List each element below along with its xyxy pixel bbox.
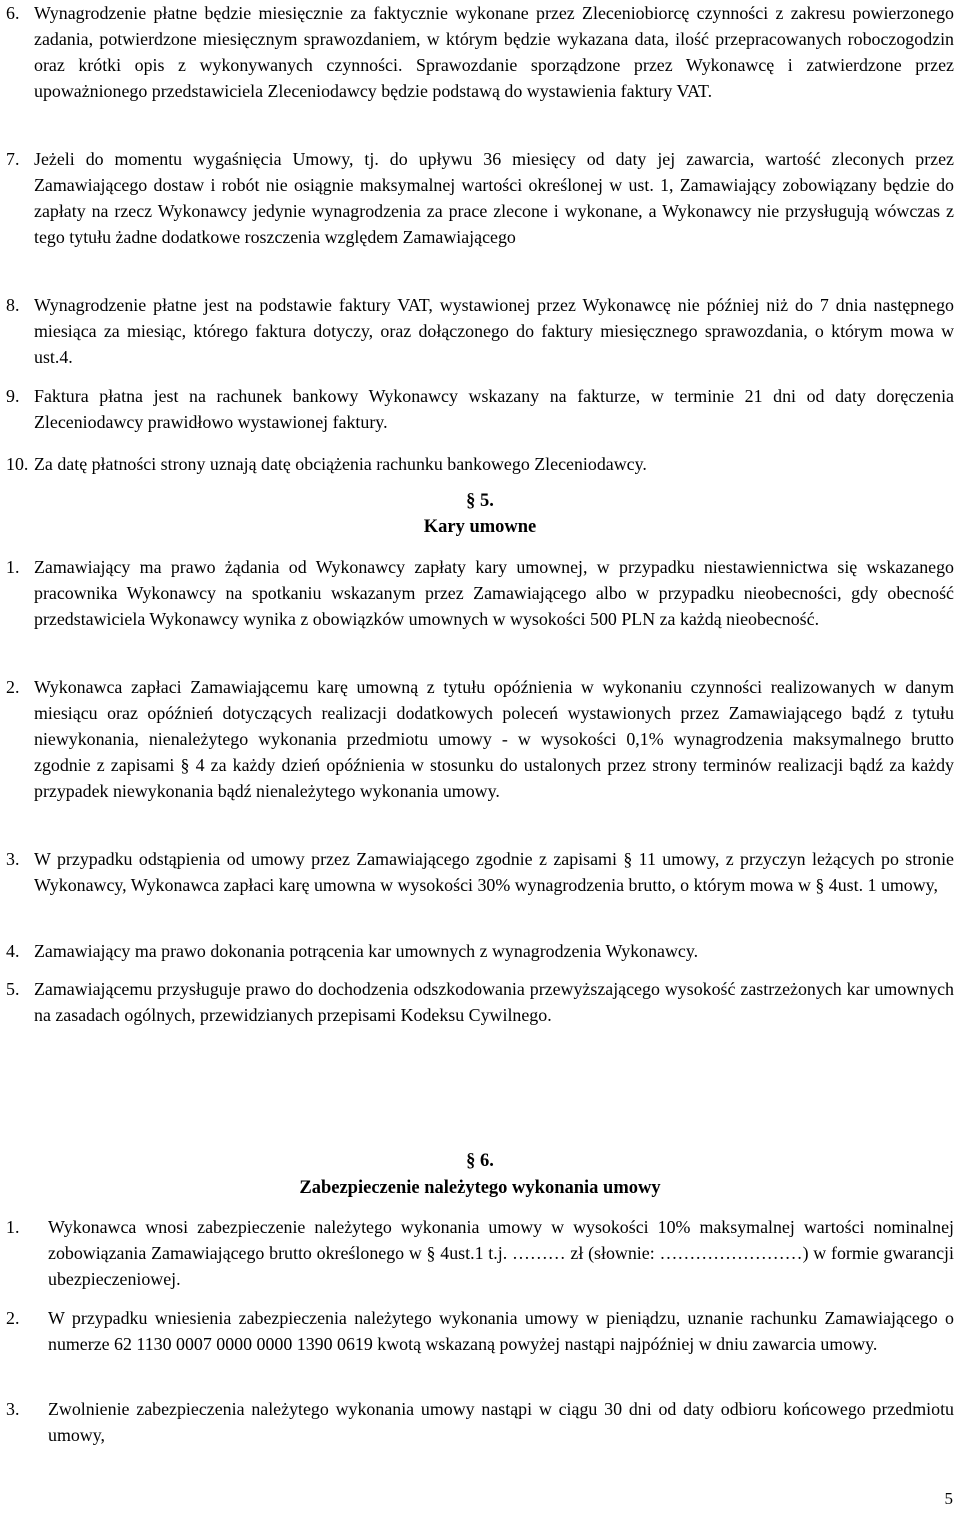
item-number: 3. <box>6 1399 20 1419</box>
item-number: 8. <box>6 295 20 315</box>
section-title: Zabezpieczenie należytego wykonania umowy <box>299 1178 661 1198</box>
item-number: 1. <box>6 1217 20 1237</box>
list-item <box>6 938 954 964</box>
list-item <box>6 146 954 250</box>
item-number: 10. <box>6 454 29 474</box>
item-text: Za datę płatności strony uznają datę obciążenia rachunku bankowego Zleceniodawcy. <box>34 454 647 474</box>
item-number: 2. <box>6 1308 20 1328</box>
item-text: Zamawiający ma prawo żądania od Wykonawcy zapłaty kary umownej, w przypadku niestawiennictwa się wskazanego pracownika Wykonawcy na spotkaniu wskazanym przez Zamawiającego albo w przypadku nieobecności, gdy obecność przedstawiciela Wykonawcy wynika z obowiązków umownych w wysokości 500 PLN za każdą nieobecność. <box>34 557 954 629</box>
item-text: Wykonawca wnosi zabezpieczenie należytego wykonania umowy w wysokości 10% maksymalnej wartości nominalnej zobowiązania Zamawiającego brutto określonego w § 4ust.1 t.j. ……… zł (słownie: ……………………) w formie gwarancji ubezpieczeniowej. <box>48 1217 954 1289</box>
item-number: 7. <box>6 149 20 169</box>
section-number: § 5. <box>466 491 494 511</box>
item-number: 2. <box>6 677 20 697</box>
list-item <box>6 383 954 435</box>
list-item <box>6 0 954 104</box>
list-item <box>6 1396 954 1448</box>
list-item <box>6 674 954 804</box>
list-item <box>6 1305 954 1357</box>
list-item <box>6 292 954 370</box>
item-text: Zamawiający ma prawo dokonania potrącenia kar umownych z wynagrodzenia Wykonawcy. <box>34 941 699 961</box>
page-number: 5 <box>944 1489 953 1508</box>
list-item <box>6 976 954 1028</box>
item-number: 9. <box>6 386 20 406</box>
item-text: Zamawiającemu przysługuje prawo do dochodzenia odszkodowania przewyższającego wysokość zastrzeżonych kar umownych na zasadach ogólnych, przewidzianych przepisami Kodeksu Cywilnego. <box>34 979 954 1025</box>
list-item <box>6 1214 954 1292</box>
item-text: Wykonawca zapłaci Zamawiającemu karę umowną z tytułu opóźnienia w wykonaniu czynności realizowanych w danym miesiącu oraz opóźnień dotyczących realizacji dodatkowych poleceń wystawionych przez Zamawiającego bądź z tytułu niewykonania, nienależytego wykonania przedmiotu umowy - w wysokości 0,1% wynagrodzenia maksymalnego brutto zgodnie z zapisami § 4 za każdy dzień opóźnienia w stosunku do ustalonych przez strony terminów realizacji bądź za każdy przypadek niewykonania bądź nienależytego wykonania umowy. <box>34 677 954 801</box>
item-text: W przypadku odstąpienia od umowy przez Zamawiającego zgodnie z zapisami § 11 umowy, z przyczyn leżących po stronie Wykonawcy, Wykonawca zapłaci karę umowna w wysokości 30% wynagrodzenia brutto, o którym mowa w § 4ust. 1 umowy, <box>34 849 954 895</box>
section-title: Kary umowne <box>423 517 537 537</box>
item-text: Faktura płatna jest na rachunek bankowy Wykonawcy wskazany na fakturze, w terminie 21 dni od daty doręczenia Zleceniodawcy prawidłowo wystawionej faktury. <box>34 386 954 432</box>
item-text: Wynagrodzenie płatne będzie miesięcznie za faktycznie wykonane przez Zleceniobiorcę czynności z zakresu powierzonego zadania, potwierdzone miesięcznym sprawozdaniem, w którym będzie wykazana data, ilość przepracowanych roboczogodzin oraz krótki opis z wykonywanych czynności. Sprawozdanie sporządzone przez Wykonawcę i zatwierdzone przez upoważnionego przedstawiciela Zleceniodawcy będzie podstawą do wystawienia faktury VAT. <box>34 3 954 101</box>
section-number: § 6. <box>466 1151 494 1171</box>
list-item <box>6 846 954 898</box>
list-item <box>6 554 954 632</box>
item-number: 6. <box>6 3 20 23</box>
list-item <box>6 451 954 477</box>
item-text: Wynagrodzenie płatne jest na podstawie faktury VAT, wystawionej przez Wykonawcę nie później niż do 7 dnia następnego miesiąca za miesiąc, którego faktura dotyczy, oraz dołączonego do faktury miesięcznego sprawozdania, o którym mowa w ust.4. <box>34 295 954 367</box>
item-number: 4. <box>6 941 20 961</box>
item-text: Jeżeli do momentu wygaśnięcia Umowy, tj. do upływu 36 miesięcy od daty jej zawarcia, wartość zleconych przez Zamawiającego dostaw i robót nie osiągnie maksymalnej wartości określonej w ust. 1, Zamawiający zobowiązany będzie do zapłaty na rzecz Wykonawcy jedynie wynagrodzenia za prace zlecone i wykonane, a Wykonawcy nie przysługują wówczas z tego tytułu żadne dodatkowe roszczenia względem Zamawiającego <box>34 149 954 247</box>
item-text: W przypadku wniesienia zabezpieczenia należytego wykonania umowy w pieniądzu, uznanie rachunku Zamawiającego o numerze 62 1130 0007 0000 0000 1390 0619 kwotą wskazaną powyżej nastąpi najpóźniej w dniu zawarcia umowy. <box>48 1308 954 1354</box>
item-number: 1. <box>6 557 20 577</box>
item-number: 5. <box>6 979 20 999</box>
item-number: 3. <box>6 849 20 869</box>
item-text: Zwolnienie zabezpieczenia należytego wykonania umowy nastąpi w ciągu 30 dni od daty odbioru końcowego przedmiotu umowy, <box>48 1399 954 1445</box>
